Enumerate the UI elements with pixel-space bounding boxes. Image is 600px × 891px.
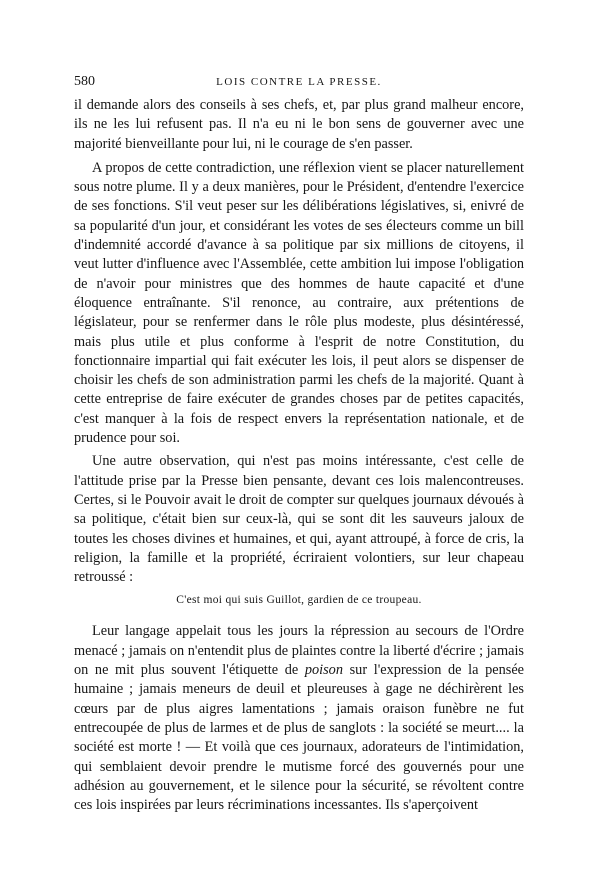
emphasis-poison: poison xyxy=(304,662,343,679)
body-text xyxy=(74,96,524,815)
paragraph-text-start: Leur langage appelait tous les jours la répression au secours de l'Ordre menacé ; jamais on n'entendit plus de plaintes contre la liberté d'écrire ; jamais on ne mit plus souvent l'étiquette de xyxy=(74,623,524,679)
paragraph-president-reflection: A propos de cette contradiction, une réflexion vient se placer naturellement sous notre plume. Il y a deux manières, pour le Président, d'entendre l'exercice de ses fonctions. S'il veut peser sur les délibérations législatives, si, enivré de sa popularité d'un jour, et considérant les votes de ses électeurs comme un bill d'indemnité accordé d'avance à sa politique par six millions de citoyens, il veut lutter d'influence avec l'Assemblée, cette ambition lui impose l'obligation de n'avoir pour ministres que des hommes de haute capacité et d'une éloquence entraînante. S'il renonce, au contraire, aux prétentions de législateur, pour se renfermer dans le rôle plus modeste, plus désintéressé, mais plus utile et plus conforme à l'esprit de notre Constitution, du fonctionnaire impartial qui fait exécuter les lois, il peut alors se dispenser de choisir les chefs de son administration parmi les chefs de la majorité. Quant à cette entreprise de faire exécuter de grandes choses par de petites capacités, c'est manquer à la fois de respect envers la représentation nationale, et de prudence pour soi. xyxy=(74,159,524,447)
paragraph-language-repression xyxy=(74,622,524,815)
paragraph-press-attitude: Une autre observation, qui n'est pas moins intéressante, c'est celle de l'attitude prise par la Presse bien pensante, devant ces lois malencontreuses. Certes, si le Pouvoir avait le droit de compter sur quelques journaux dévoués à sa politique, c'était bien sur ceux-là, qui se sont dit les sauveurs jaloux de toutes les choses divines et humaines, et qui, ayant attroupé, à force de cris, la religion, la famille et la propriété, écriraient volontiers, sur leur chapeau retroussé : xyxy=(74,453,524,586)
running-head: LOIS CONTRE LA PRESSE. xyxy=(216,76,382,88)
page-header xyxy=(74,74,524,92)
page-number: 580 xyxy=(74,74,95,89)
paragraph-text-end: sur l'expression de la pensée humaine ; jamais meneurs de deuil et pleureuses à gage ne déchirèrent les cœurs par de plus aigres lamentations ; jamais oraison funèbre ne fut entrecoupée de plus de larmes et de plus de sanglots : la société se meurt.... la société est morte ! — Et voilà que ces journaux, adorateurs de l'intimidation, qui semblaient devoir prendre le mutisme forcé des gouvernés pour une adhésion au gouvernement, et le silence pour la sécurité, se révoltent contre ces lois inspirées par leurs récriminations incessantes. Ils s'aperçoivent xyxy=(74,662,525,814)
paragraph-continuation: il demande alors des conseils à ses chefs, et, par plus grand malheur encore, ils ne les lui refusent pas. Il n'a eu ni le bon sens de gouverner avec une majorité bienveillante pour lui, ni le courage de s'en passer. xyxy=(74,97,524,152)
epigraph-quote: C'est moi qui suis Guillot, gardien de ce troupeau. xyxy=(176,594,422,607)
book-page xyxy=(74,74,524,815)
